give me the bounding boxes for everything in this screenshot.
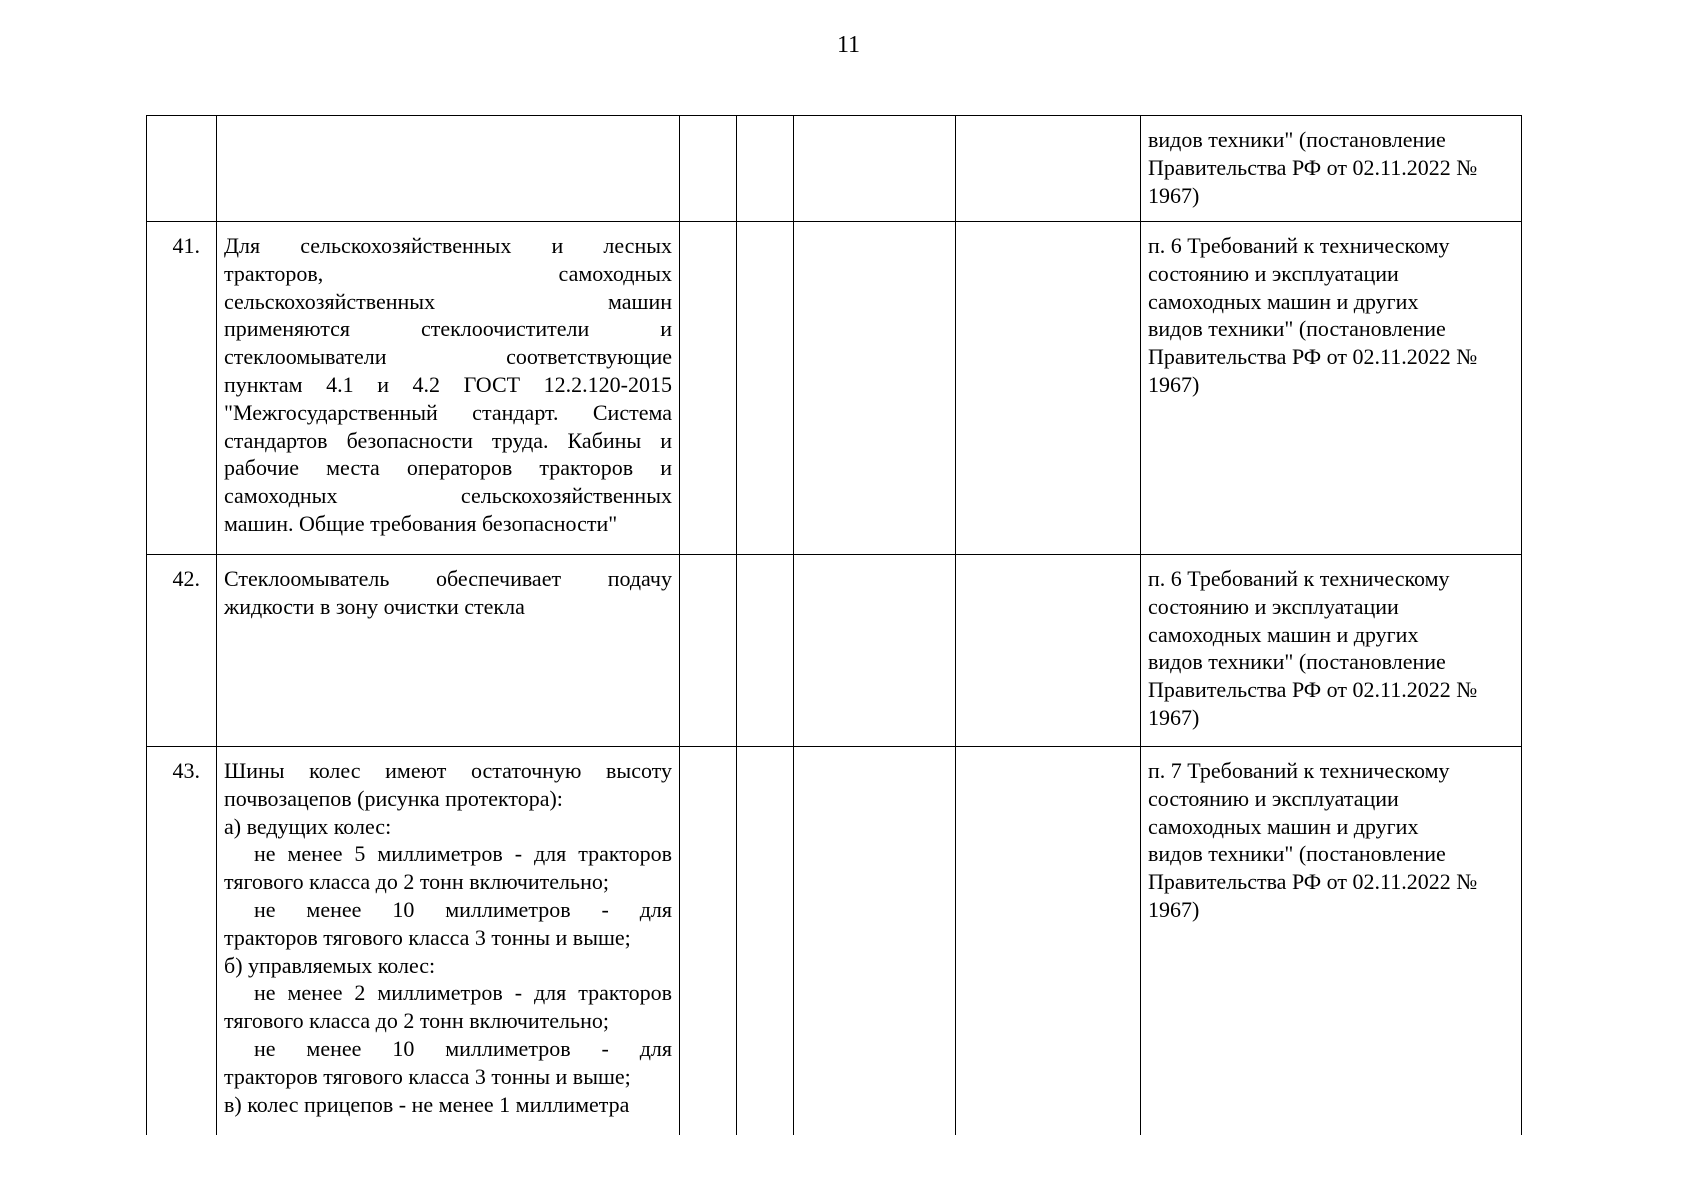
reference-text [1141,222,1522,555]
empty-cell [680,555,737,747]
reference-line: 1967) [1148,182,1200,208]
reference-line: п. 6 Требований к техническому [1148,566,1450,591]
empty-cell [794,747,956,1135]
empty-cell [956,116,1141,222]
requirement-line: не менее 10 миллиметров - для [254,896,672,922]
reference-line: Правительства РФ от 02.11.2022 № [1148,344,1478,370]
requirement-text [217,747,680,1135]
requirement-line: сельскохозяйственных машин [224,288,672,314]
requirement-text [217,222,680,555]
row-number: 43. [147,747,217,1135]
requirement-line: Для сельскохозяйственных и лесных [224,233,672,258]
reference-line: Правительства РФ от 02.11.2022 № [1148,677,1478,703]
requirements-table [146,115,1522,1135]
empty-cell [794,555,956,747]
empty-cell [737,222,794,555]
row-number: 41. [147,222,217,555]
empty-cell [680,222,737,555]
reference-text [1141,747,1522,1135]
requirement-line: Шины колес имеют остаточную высоту [224,758,672,783]
requirement-line: не менее 2 миллиметров - для тракторов [254,980,672,1006]
requirement-line: не менее 5 миллиметров - для тракторов [254,841,672,867]
requirement-line: рабочие места операторов тракторов и [224,455,672,481]
reference-line: Правительства РФ от 02.11.2022 № [1148,869,1478,895]
requirement-line: самоходных сельскохозяйственных [224,483,672,509]
requirement-line: тягового класса до 2 тонн включительно; [224,1008,609,1034]
reference-line: Правительства РФ от 02.11.2022 № [1148,154,1478,180]
table-row [147,222,1522,555]
empty-cell [956,555,1141,747]
requirement-line: почвозацепов (рисунка протектора): [224,785,563,811]
requirement-line: "Межгосударственный стандарт. Система [224,399,672,425]
requirement-line: в) колес прицепов - не менее 1 миллиметра [224,1091,630,1117]
row-number: 42. [147,555,217,747]
table-row [147,555,1522,747]
reference-line: состоянию и эксплуатации [1148,785,1399,811]
requirement-text [217,116,680,222]
page-number: 11 [836,32,861,58]
empty-cell [680,747,737,1135]
empty-cell [794,222,956,555]
requirement-line: машин. Общие требования безопасности" [224,510,618,536]
table-row [147,116,1522,222]
reference-line: 1967) [1148,896,1200,922]
reference-line: самоходных машин и других [1148,621,1419,647]
reference-line: состоянию и эксплуатации [1148,593,1399,619]
requirement-line: тракторов, самоходных [224,260,672,286]
reference-text [1141,555,1522,747]
requirement-line: стандартов безопасности труда. Кабины и [224,427,672,453]
empty-cell [956,747,1141,1135]
reference-line: состоянию и эксплуатации [1148,260,1399,286]
reference-line: самоходных машин и других [1148,288,1419,314]
reference-line: п. 6 Требований к техническому [1148,233,1450,258]
table-row [147,747,1522,1135]
empty-cell [737,555,794,747]
empty-cell [737,747,794,1135]
requirement-line: а) ведущих колес: [224,813,392,839]
reference-text [1141,116,1522,222]
reference-line: видов техники" (постановление [1148,649,1446,675]
requirement-line: б) управляемых колес: [224,952,436,978]
reference-line: 1967) [1148,371,1200,397]
requirement-line: тракторов тягового класса 3 тонны и выше; [224,924,631,950]
requirement-line: пунктам 4.1 и 4.2 ГОСТ 12.2.120-2015 [224,371,672,397]
reference-line: видов техники" (постановление [1148,316,1446,342]
empty-cell [737,116,794,222]
requirement-line: не менее 10 миллиметров - для [254,1035,672,1061]
reference-line: п. 7 Требований к техническому [1148,758,1450,783]
reference-line: видов техники" (постановление [1148,127,1446,152]
requirement-line: тракторов тягового класса 3 тонны и выше; [224,1063,631,1089]
row-number [147,116,217,222]
reference-line: видов техники" (постановление [1148,841,1446,867]
requirement-line: тягового класса до 2 тонн включительно; [224,869,609,895]
empty-cell [956,222,1141,555]
requirement-line: стеклоомыватели соответствующие [224,344,672,370]
requirement-text [217,555,680,747]
requirement-line: применяются стеклоочистители и [224,316,672,342]
requirement-line: жидкости в зону очистки стекла [224,593,525,619]
reference-line: 1967) [1148,704,1200,730]
reference-line: самоходных машин и других [1148,813,1419,839]
empty-cell [680,116,737,222]
requirement-line: Стеклоомыватель обеспечивает подачу [224,566,672,591]
empty-cell [794,116,956,222]
